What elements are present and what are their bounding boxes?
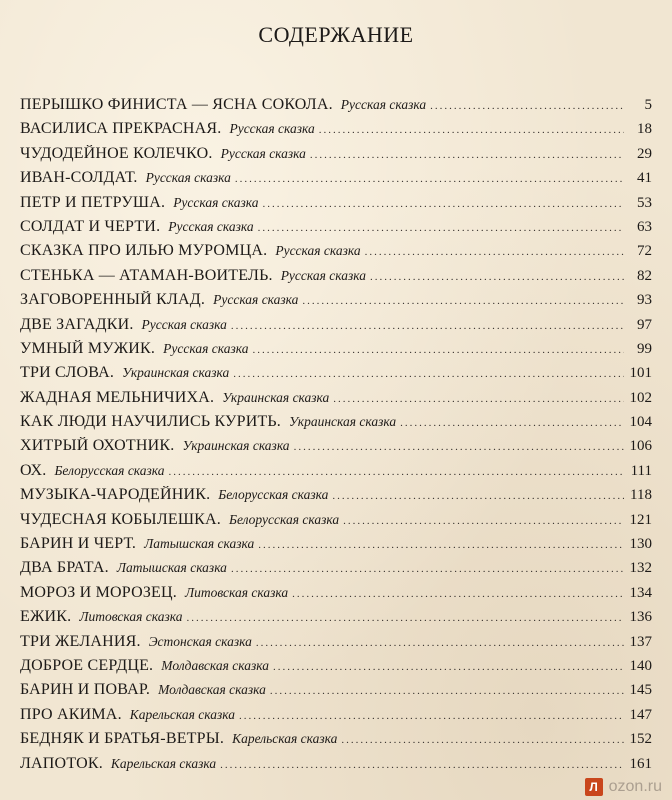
dot-leader	[258, 222, 624, 234]
entry-subtitle: Русская сказка	[213, 292, 299, 308]
entry-page-number: 93	[637, 292, 652, 309]
toc-entry	[20, 462, 652, 486]
toc-entry	[20, 535, 652, 559]
watermark-badge-icon: Л	[585, 778, 603, 796]
entry-subtitle: Белорусская сказка	[54, 462, 165, 478]
entry-subtitle: Карельская сказка	[232, 731, 338, 747]
dot-leader	[343, 515, 624, 527]
entry-subtitle: Карельская сказка	[129, 706, 236, 722]
entry-page-number: 137	[629, 633, 652, 650]
entry-page-number: 29	[637, 145, 652, 162]
entry-page-number: 132	[629, 560, 652, 577]
dot-leader	[220, 759, 624, 771]
entry-page-number: 136	[629, 609, 652, 626]
toc-entry	[20, 755, 652, 779]
entry-title: ЧУДЕСНАЯ КОБЫЛЕШКА.	[20, 510, 222, 528]
entry-page-number: 18	[637, 121, 652, 138]
dot-leader	[270, 685, 624, 697]
toc-entry	[20, 559, 652, 583]
entry-title: ДОБРОЕ СЕРДЦЕ.	[20, 656, 154, 674]
entry-title: ЧУДОДЕЙНОЕ КОЛЕЧКО.	[20, 144, 213, 162]
dot-leader	[258, 539, 624, 551]
entry-title: ИВАН-СОЛДАТ.	[20, 169, 138, 187]
toc-entry	[20, 242, 652, 266]
entry-subtitle: Латышская сказка	[144, 536, 255, 552]
entry-title: БАРИН И ПОВАР.	[20, 681, 151, 699]
toc-entry	[20, 169, 652, 193]
dot-leader	[273, 661, 624, 673]
dot-leader	[187, 612, 624, 624]
entry-page-number: 102	[629, 389, 652, 406]
entry-title: МОРОЗ И МОРОЗЕЦ.	[20, 583, 177, 601]
entry-page-number: 53	[637, 194, 652, 211]
entry-page-number: 101	[629, 365, 652, 382]
entry-page-number: 140	[629, 657, 652, 674]
entry-title: МУЗЫКА-ЧАРОДЕЙНИК.	[20, 486, 211, 504]
toc-entry	[20, 608, 652, 632]
toc-entry	[20, 340, 652, 364]
dot-leader	[294, 441, 624, 453]
entry-title: ТРИ СЛОВА.	[20, 364, 115, 382]
toc-entry	[20, 316, 652, 340]
dot-leader	[370, 271, 624, 283]
dot-leader	[319, 124, 624, 136]
dot-leader	[263, 198, 624, 210]
entry-page-number: 63	[637, 218, 652, 235]
dot-leader	[233, 368, 624, 380]
entry-title: ПЕТР И ПЕТРУША.	[20, 193, 166, 211]
entry-page-number: 72	[637, 243, 652, 260]
entry-page-number: 121	[629, 511, 652, 528]
entry-page-number: 145	[629, 682, 652, 699]
entry-subtitle: Русская сказка	[145, 170, 231, 186]
toc-entry	[20, 267, 652, 291]
toc-entry	[20, 389, 652, 413]
entry-page-number: 99	[637, 340, 652, 357]
entry-page-number: 111	[630, 462, 652, 479]
entry-subtitle: Белорусская сказка	[229, 511, 340, 527]
entry-subtitle: Эстонская сказка	[148, 633, 252, 649]
toc-entry	[20, 633, 652, 657]
entry-subtitle: Латышская сказка	[116, 560, 227, 576]
entry-title: ЗАГОВОРЕННЫЙ КЛАД.	[20, 291, 206, 309]
toc-list	[20, 96, 652, 779]
entry-title: УМНЫЙ МУЖИК.	[20, 339, 156, 357]
entry-title: ДВА БРАТА.	[20, 559, 109, 577]
toc-entry	[20, 584, 652, 608]
dot-leader	[310, 149, 624, 161]
toc-entry	[20, 486, 652, 510]
entry-subtitle: Литовская сказка	[184, 584, 289, 600]
dot-leader	[235, 173, 624, 185]
watermark	[585, 778, 662, 796]
entry-subtitle: Украинская сказка	[222, 389, 330, 405]
entry-page-number: 161	[629, 755, 652, 772]
entry-subtitle: Белорусская сказка	[218, 487, 329, 503]
toc-entry	[20, 291, 652, 315]
toc-entry	[20, 120, 652, 144]
toc-entry	[20, 511, 652, 535]
entry-page-number: 97	[637, 316, 652, 333]
toc-entry	[20, 364, 652, 388]
entry-subtitle: Украинская сказка	[122, 365, 230, 381]
dot-leader	[239, 710, 624, 722]
toc-entry	[20, 706, 652, 730]
entry-subtitle: Русская сказка	[340, 97, 427, 112]
entry-title: ЛАПОТОК.	[20, 754, 103, 772]
entry-page-number: 118	[630, 487, 652, 504]
dot-leader	[231, 320, 624, 332]
toc-entry	[20, 218, 652, 242]
entry-subtitle: Украинская сказка	[289, 414, 397, 430]
entry-title: ДВЕ ЗАГАДКИ.	[20, 315, 134, 333]
dot-leader	[365, 246, 624, 258]
dot-leader	[341, 734, 624, 746]
dot-leader	[252, 344, 624, 356]
toc-entry	[20, 681, 652, 705]
entry-page-number: 82	[637, 267, 652, 284]
entry-subtitle: Украинская сказка	[182, 438, 290, 454]
entry-page-number: 106	[629, 438, 652, 455]
entry-subtitle: Молдавская сказка	[161, 657, 269, 673]
dot-leader	[256, 637, 624, 649]
entry-title: ХИТРЫЙ ОХОТНИК.	[20, 437, 175, 455]
entry-subtitle: Русская сказка	[280, 267, 367, 283]
entry-title: ЖАДНАЯ МЕЛЬНИЧИХА.	[20, 388, 215, 406]
entry-title: ПРО АКИМА.	[20, 705, 122, 723]
toc-entry	[20, 145, 652, 169]
entry-title: ПЕРЫШКО ФИНИСТА — ЯСНА СОКОЛА.	[20, 96, 333, 113]
entry-title: СКАЗКА ПРО ИЛЬЮ МУРОМЦА.	[20, 242, 268, 260]
entry-subtitle: Молдавская сказка	[158, 682, 266, 698]
entry-page-number: 5	[644, 97, 652, 113]
entry-subtitle: Русская сказка	[220, 145, 306, 161]
entry-title: ВАСИЛИСА ПРЕКРАСНАЯ.	[20, 120, 222, 138]
entry-subtitle: Русская сказка	[229, 121, 315, 137]
entry-page-number: 134	[629, 584, 652, 601]
toc-entry	[20, 437, 652, 461]
entry-subtitle: Карельская сказка	[110, 755, 217, 771]
toc-entry	[20, 657, 652, 681]
entry-title: СТЕНЬКА — АТАМАН-ВОИТЕЛЬ.	[20, 266, 273, 284]
toc-entry	[20, 194, 652, 218]
toc-entry	[20, 96, 652, 120]
entry-subtitle: Литовская сказка	[79, 609, 183, 625]
entry-page-number: 104	[629, 414, 652, 431]
dot-leader	[169, 466, 624, 478]
entry-title: ЕЖИК.	[20, 608, 72, 626]
entry-title: КАК ЛЮДИ НАУЧИЛИСЬ КУРИТЬ.	[20, 413, 282, 431]
entry-subtitle: Русская сказка	[275, 243, 361, 259]
entry-title: БЕДНЯК И БРАТЬЯ-ВЕТРЫ.	[20, 730, 225, 748]
entry-subtitle: Русская сказка	[163, 340, 249, 356]
dot-leader	[292, 588, 624, 600]
entry-page-number: 147	[629, 706, 652, 723]
entry-title: ОХ.	[20, 461, 47, 479]
entry-subtitle: Русская сказка	[141, 316, 227, 332]
entry-title: СОЛДАТ И ЧЕРТИ.	[20, 217, 161, 235]
entry-page-number: 152	[629, 731, 652, 748]
dot-leader	[302, 295, 624, 307]
entry-page-number: 41	[637, 170, 652, 187]
watermark-text: ozon.ru	[608, 778, 662, 795]
entry-subtitle: Русская сказка	[173, 194, 259, 210]
page-title: СОДЕРЖАНИЕ	[258, 22, 414, 47]
dot-leader	[231, 563, 624, 575]
dot-leader	[333, 393, 624, 405]
entry-page-number: 130	[629, 536, 652, 553]
entry-title: БАРИН И ЧЕРТ.	[20, 535, 137, 553]
dot-leader	[332, 490, 624, 502]
toc-entry	[20, 413, 652, 437]
dot-leader	[430, 100, 624, 112]
entry-subtitle: Русская сказка	[168, 218, 254, 234]
dot-leader	[400, 417, 624, 429]
entry-title: ТРИ ЖЕЛАНИЯ.	[20, 632, 141, 650]
toc-entry	[20, 730, 652, 754]
